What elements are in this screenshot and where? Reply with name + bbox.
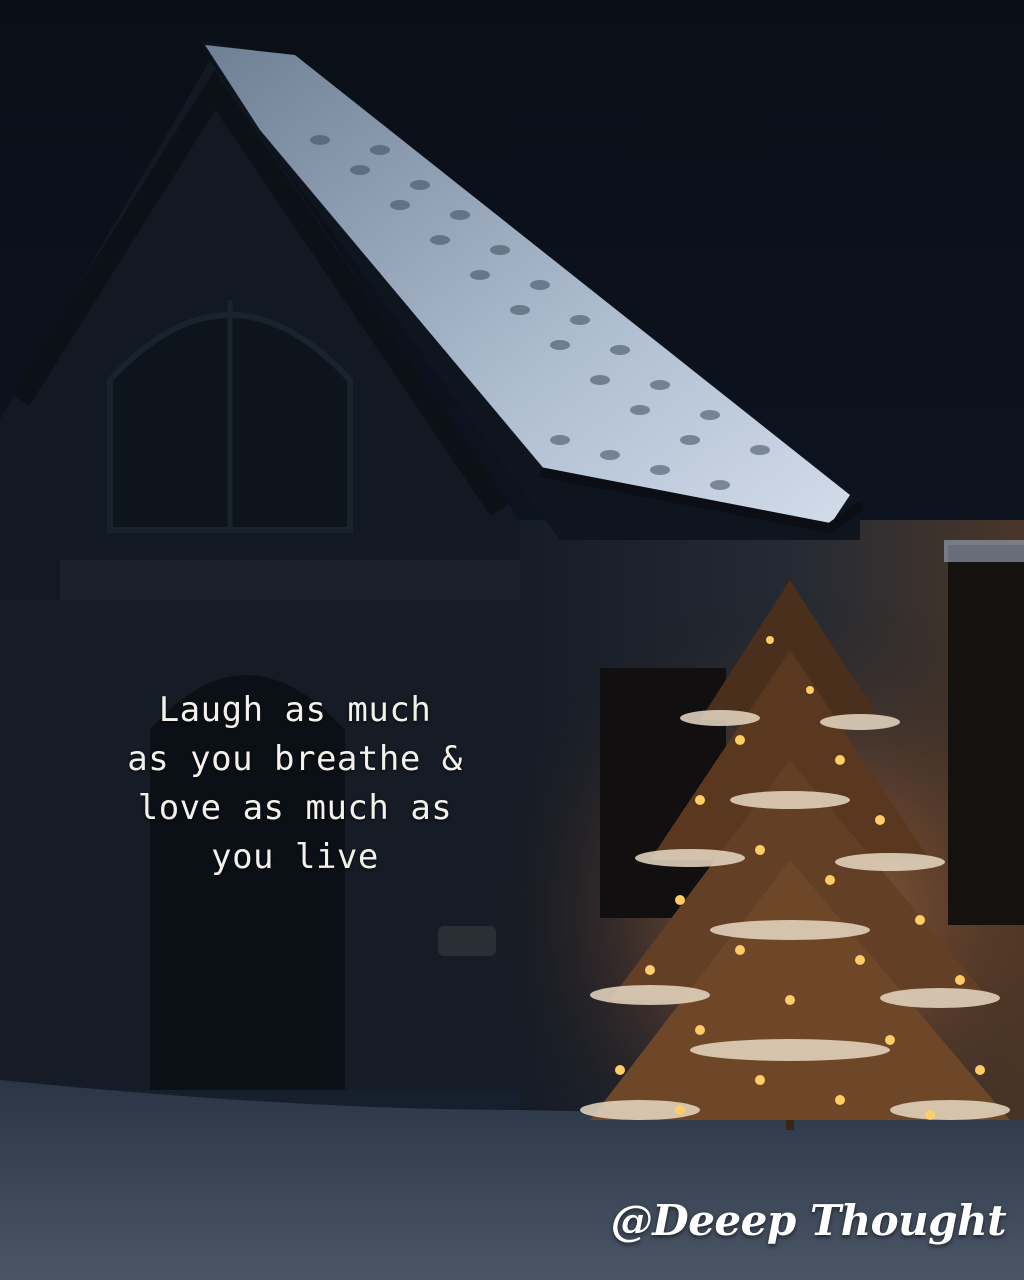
quote-line-3: love as much as: [137, 788, 453, 828]
quote-line-4: you live: [211, 837, 379, 877]
quote-line-1: Laugh as much: [158, 690, 432, 730]
wall-lamp: [438, 926, 496, 956]
quote-line-2: as you breathe &: [127, 739, 463, 779]
quote-text: [40, 686, 550, 882]
right-window-snow: [944, 540, 1024, 562]
author-signature: @Deeep Thought: [610, 1196, 1006, 1245]
wall-ledge: [60, 560, 540, 600]
right-window: [948, 545, 1024, 925]
